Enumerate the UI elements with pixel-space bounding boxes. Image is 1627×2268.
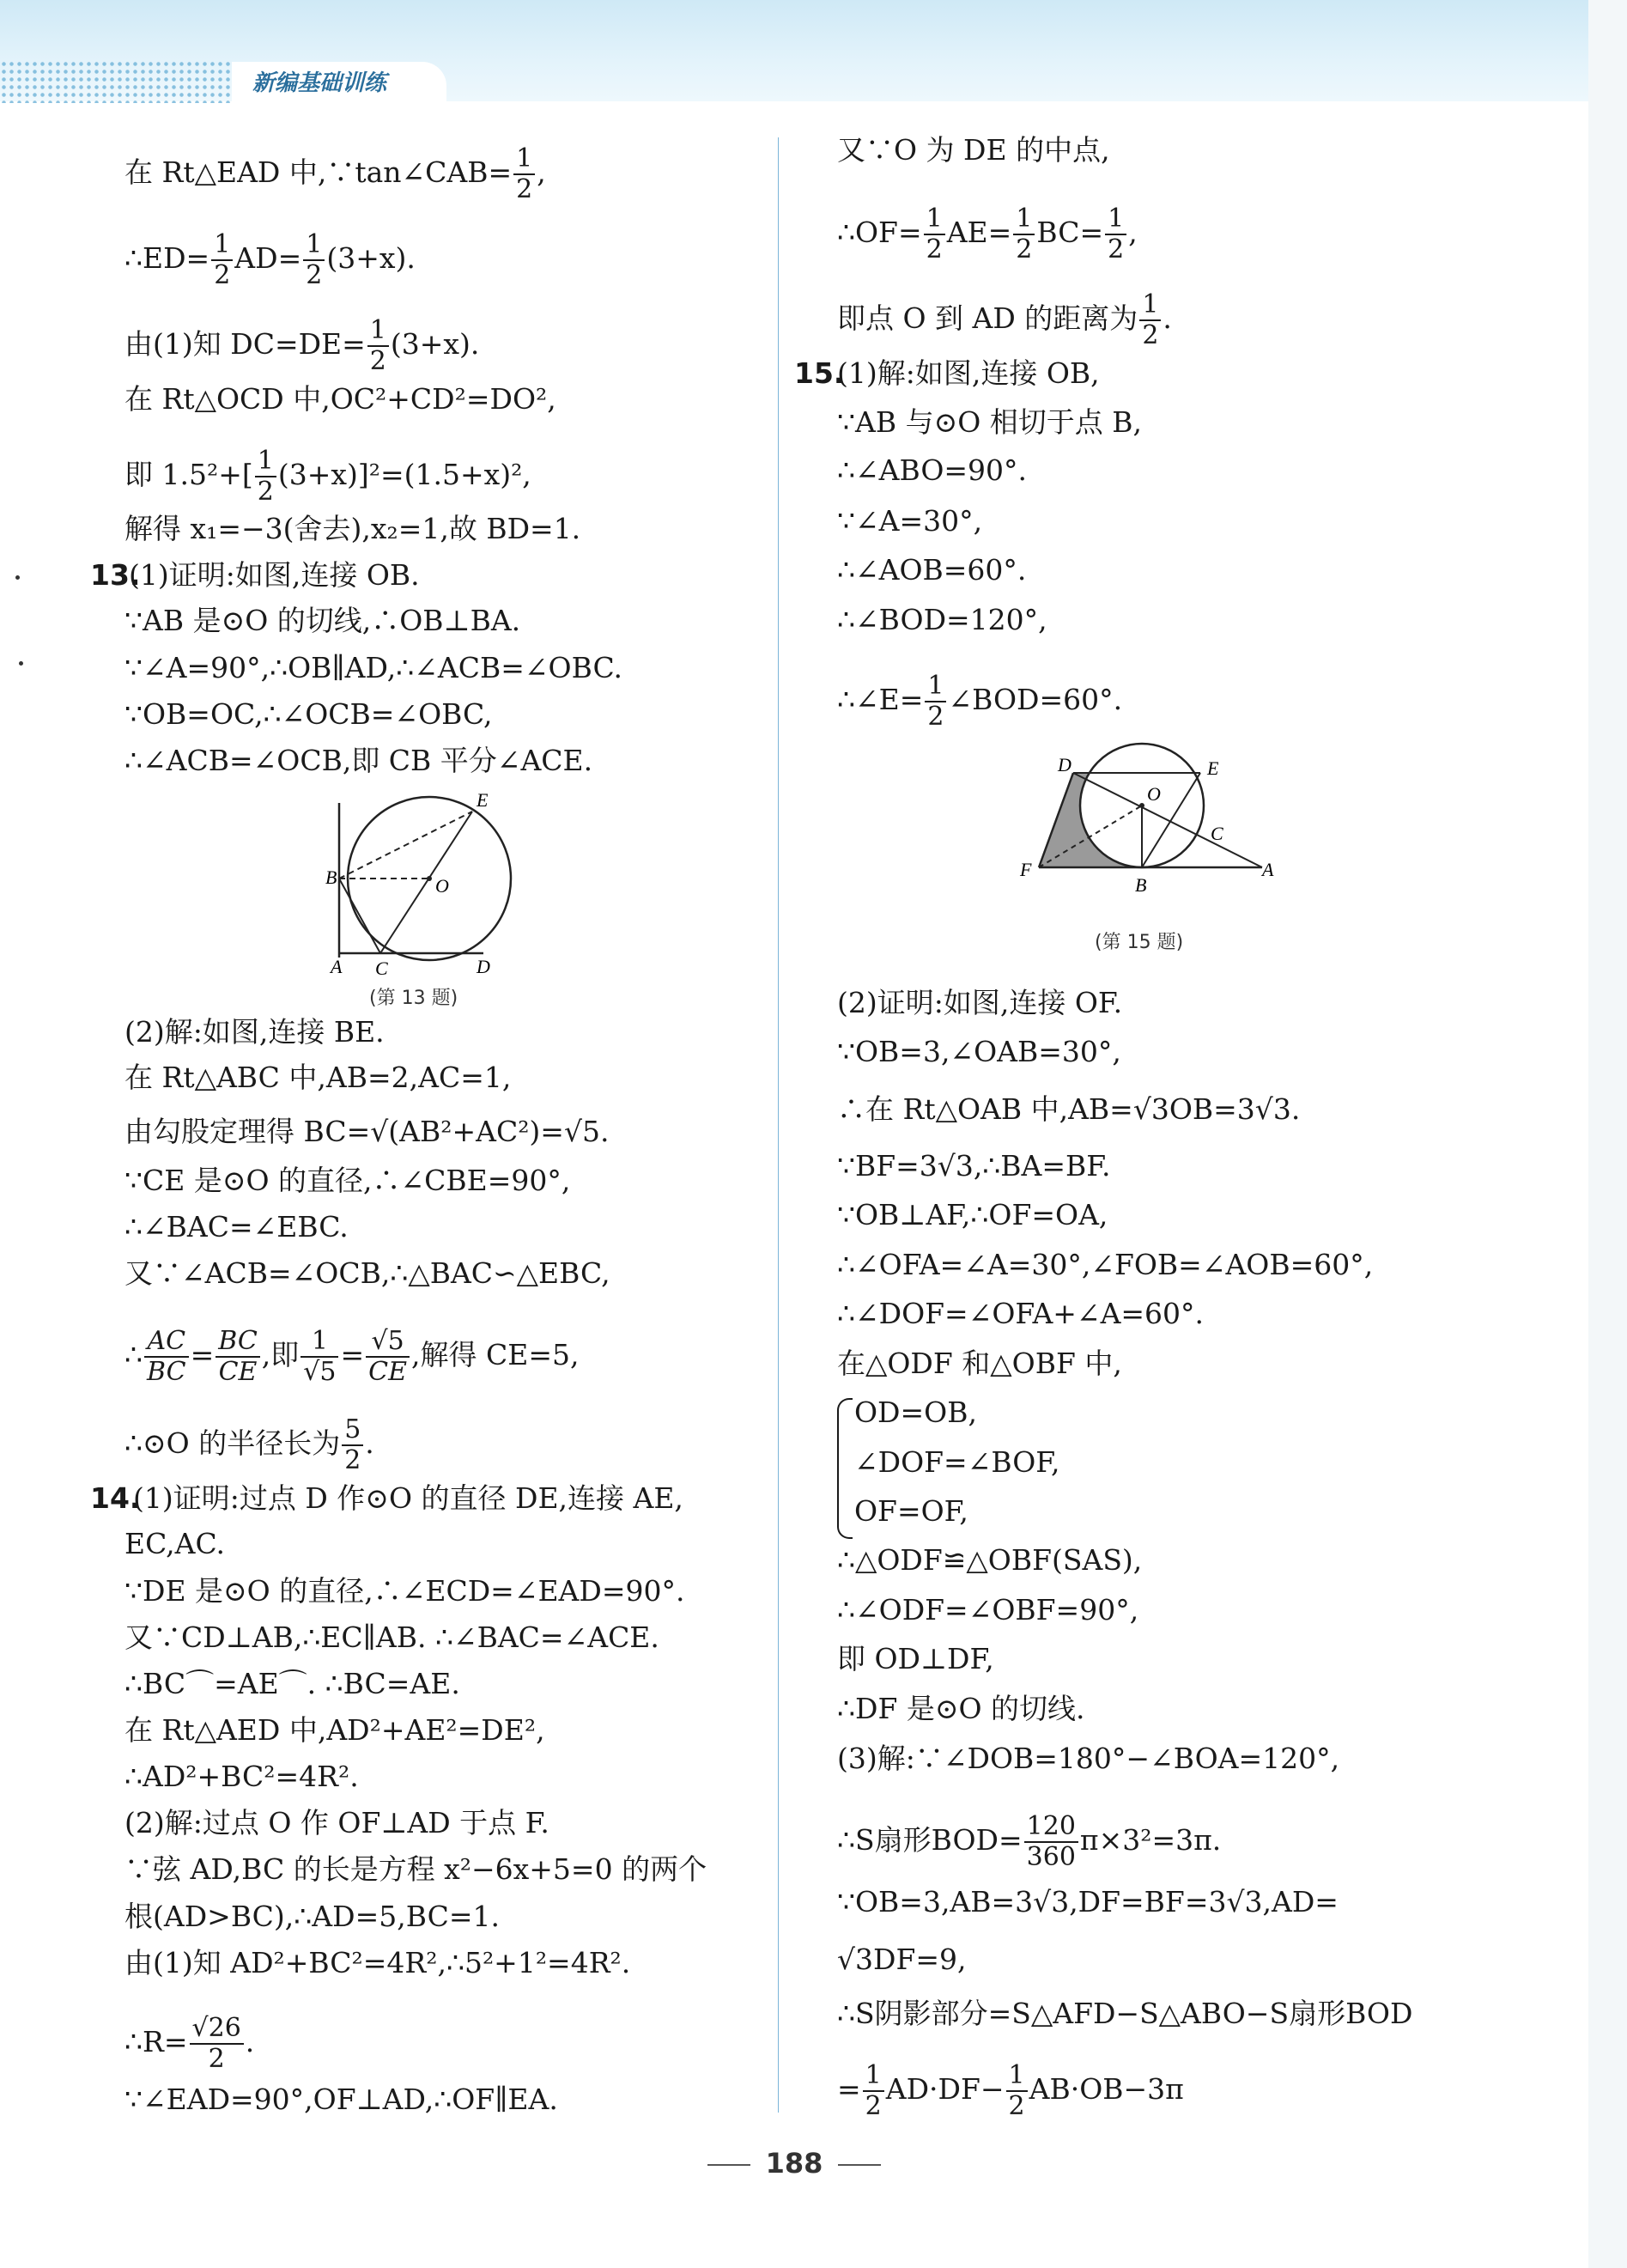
text-line: ∴∠ACB=∠OCB,即 CB 平分∠ACE.	[124, 744, 593, 777]
fraction: $\frac{1}{2}$	[211, 230, 233, 290]
figure-caption: (第 13 题)	[369, 988, 458, 1009]
text-line: 又∵O 为 DE 的中点,	[837, 133, 1110, 167]
text-line: √3DF=9,	[837, 1943, 967, 1976]
text-line: ∴△ODF≌△OBF(SAS),	[837, 1543, 1143, 1577]
text-line: ∵AB 是⊙O 的切线,∴OB⊥BA.	[124, 604, 521, 637]
text-line: ∵AB 与⊙O 相切于点 B,	[837, 405, 1142, 439]
text-line: ∵∠EAD=90°,OF⊥AD,∴OF∥EA.	[124, 2083, 558, 2116]
label-B: B	[1135, 874, 1147, 896]
figure-13	[322, 786, 528, 975]
fraction: $\frac{AC}{BC}$	[144, 1327, 189, 1387]
text-line: (3)解:∵∠DOB=180°−∠BOA=120°,	[837, 1742, 1340, 1775]
label-F: F	[1020, 859, 1032, 880]
fraction: $\frac{1}{2}$	[863, 2061, 884, 2121]
text-line: 在 Rt△AED 中,AD²+AE²=DE²,	[124, 1713, 545, 1747]
fraction: $\frac{5}{2}$	[342, 1415, 363, 1475]
text-line: ∴∠OFA=∠A=30°,∠FOB=∠AOB=60°,	[837, 1248, 1374, 1281]
label-A: A	[1262, 859, 1274, 880]
margin-mark	[19, 661, 23, 666]
fraction: $\frac{√5}{CE}$	[366, 1327, 410, 1387]
text-line: 即 OD⊥DF,	[837, 1642, 994, 1675]
label-C: C	[1211, 823, 1223, 844]
label-O: O	[1147, 783, 1161, 805]
text-line: ∵OB=3,AB=3√3,DF=BF=3√3,AD=	[837, 1885, 1339, 1918]
text-line: ∴OF= $\frac{1}{2}$ AE= $\frac{1}{2}$ BC= $\frac{1}{2}$ ,	[837, 204, 1138, 264]
text-line: ∵OB=OC,∴∠OCB=∠OBC,	[124, 697, 493, 731]
text-line: ∵OB⊥AF,∴OF=OA,	[837, 1198, 1108, 1231]
text-line: ∴DF 是⊙O 的切线.	[837, 1692, 1085, 1725]
text-line: ∴S阴影部分=S△AFD−S△ABO−S扇形BOD	[837, 1997, 1413, 2030]
fraction: $\frac{120}{360}$	[1024, 1812, 1078, 1872]
text-line: ∴⊙O 的半径长为 $\frac{5}{2}$ .	[124, 1414, 374, 1475]
column-divider	[778, 137, 779, 2113]
text-line: 在 Rt△ABC 中,AB=2,AC=1,	[124, 1061, 512, 1094]
figure-caption: (第 15 题)	[1095, 932, 1184, 953]
text-line: OF=OF,	[854, 1494, 968, 1528]
text-line: 根(AD>BC),∴AD=5,BC=1.	[124, 1900, 500, 1933]
fraction: $\frac{1}{2}$	[924, 204, 945, 264]
fraction: $\frac{1}{2}$	[513, 144, 535, 204]
text-line: (2)证明:如图,连接 OF.	[837, 986, 1123, 1019]
text-line: ∴在 Rt△OAB 中,AB=√3OB=3√3.	[837, 1092, 1301, 1126]
text-line: 又∵∠ACB=∠OCB,∴△BAC∽△EBC,	[124, 1256, 610, 1290]
header-title: 新编基础训练	[232, 62, 446, 105]
text-line: 由勾股定理得 BC=√(AB²+AC²)=√5.	[124, 1115, 610, 1148]
page-edge-strip	[1588, 0, 1627, 2268]
fraction: $\frac{1}{2}$	[1139, 290, 1161, 350]
text-line: 即 1.5²+[ $\frac{1}{2}$ (3+x)]²=(1.5+x)²,	[124, 446, 531, 507]
label-A: A	[331, 956, 343, 975]
text-line: 解得 x₁=−3(舍去),x₂=1,故 BD=1.	[124, 512, 581, 545]
text-line: ∴∠BAC=∠EBC.	[124, 1210, 349, 1243]
text-line: ∠DOF=∠BOF,	[854, 1445, 1060, 1479]
fraction: $\frac{√26}{2}$	[190, 2014, 244, 2074]
figure-15	[996, 739, 1288, 902]
text-line: 在 Rt△OCD 中,OC²+CD²=DO²,	[124, 382, 556, 416]
question-number: 13.	[90, 558, 141, 592]
text-line: OD=OB,	[854, 1395, 977, 1429]
fraction: $\frac{1}{√5}$	[301, 1327, 338, 1387]
text-line: (1)证明:过点 D 作⊙O 的直径 DE,连接 AE,	[133, 1481, 683, 1515]
text-line: ∴ $\frac{AC}{BC}$ = $\frac{BC}{CE}$ ,即 $\frac{1}{√5}$ = $\frac{√5}{CE}$ ,解得 CE=5,	[124, 1326, 580, 1387]
text-line: ∵弦 AD,BC 的长是方程 x²−6x+5=0 的两个	[124, 1852, 707, 1886]
text-line: ∴AD²+BC²=4R².	[124, 1760, 359, 1793]
label-O: O	[435, 875, 449, 897]
text-line: ∴BC⌒=AE⌒. ∴BC=AE.	[124, 1667, 460, 1700]
text-line: ∴∠E= $\frac{1}{2}$ ∠BOD=60°.	[837, 671, 1123, 732]
text-line: ∵OB=3,∠OAB=30°,	[837, 1035, 1121, 1068]
label-D: D	[1058, 754, 1072, 775]
label-C: C	[375, 958, 388, 975]
fraction: $\frac{1}{2}$	[1006, 2061, 1028, 2121]
fraction: $\frac{1}{2}$	[255, 447, 276, 507]
label-E: E	[477, 789, 489, 811]
text-line: ∴ED= $\frac{1}{2}$ AD= $\frac{1}{2}$ (3+x).	[124, 229, 416, 290]
text-line: ∴∠ABO=90°.	[837, 453, 1028, 487]
fraction: $\frac{1}{2}$	[303, 230, 325, 290]
header-dot-pattern	[0, 60, 232, 103]
text-line: ∴∠ODF=∠OBF=90°,	[837, 1593, 1139, 1627]
fraction: $\frac{BC}{CE}$	[216, 1327, 260, 1387]
label-D: D	[477, 956, 490, 975]
text-line: 即点 O 到 AD 的距离为 $\frac{1}{2}$ .	[837, 289, 1172, 350]
text-line: ∵BF=3√3,∴BA=BF.	[837, 1149, 1111, 1183]
margin-mark	[15, 575, 20, 580]
text-line: ∴R= $\frac{√26}{2}$ .	[124, 2013, 255, 2074]
fraction: $\frac{1}{2}$	[1105, 204, 1126, 264]
text-line: ∵∠A=30°,	[837, 504, 983, 538]
text-line: ∴∠AOB=60°.	[837, 553, 1027, 587]
page-number: 188	[0, 2147, 1588, 2180]
fraction: $\frac{1}{2}$	[367, 316, 389, 376]
text-line: ∴∠BOD=120°,	[837, 603, 1047, 636]
system-brace	[837, 1398, 853, 1539]
text-line: (1)证明:如图,连接 OB.	[129, 558, 420, 592]
text-line: ∵∠A=90°,∴OB∥AD,∴∠ACB=∠OBC.	[124, 651, 623, 684]
text-line: 在 Rt△EAD 中,∵tan∠CAB= $\frac{1}{2}$ ,	[124, 143, 546, 204]
text-line: 在△ODF 和△OBF 中,	[837, 1347, 1122, 1380]
text-line: (1)解:如图,连接 OB,	[837, 356, 1100, 390]
label-E: E	[1207, 757, 1219, 779]
text-line: 由(1)知 DC=DE= $\frac{1}{2}$ (3+x).	[124, 315, 480, 376]
text-line: 又∵CD⊥AB,∴EC∥AB. ∴∠BAC=∠ACE.	[124, 1620, 659, 1654]
question-number: 14.	[90, 1481, 141, 1515]
label-B: B	[325, 866, 337, 888]
fraction: $\frac{1}{2}$	[925, 672, 946, 732]
text-line: ∴∠DOF=∠OFA+∠A=60°.	[837, 1297, 1205, 1330]
text-line: (2)解:如图,连接 BE.	[124, 1015, 385, 1049]
text-line: (2)解:过点 O 作 OF⊥AD 于点 F.	[124, 1806, 549, 1839]
text-line: EC,AC.	[124, 1527, 226, 1560]
text-line: = $\frac{1}{2}$ AD·DF− $\frac{1}{2}$ AB·OB−3π	[837, 2060, 1184, 2121]
text-line: ∴S扇形BOD= $\frac{120}{360}$ π×3²=3π.	[837, 1811, 1222, 1872]
text-line: 由(1)知 AD²+BC²=4R²,∴5²+1²=4R².	[124, 1946, 631, 1979]
question-number: 15.	[794, 356, 845, 390]
text-line: ∵DE 是⊙O 的直径,∴∠ECD=∠EAD=90°.	[124, 1574, 685, 1608]
fraction: $\frac{1}{2}$	[1013, 204, 1035, 264]
text-line: ∵CE 是⊙O 的直径,∴∠CBE=90°,	[124, 1164, 571, 1197]
